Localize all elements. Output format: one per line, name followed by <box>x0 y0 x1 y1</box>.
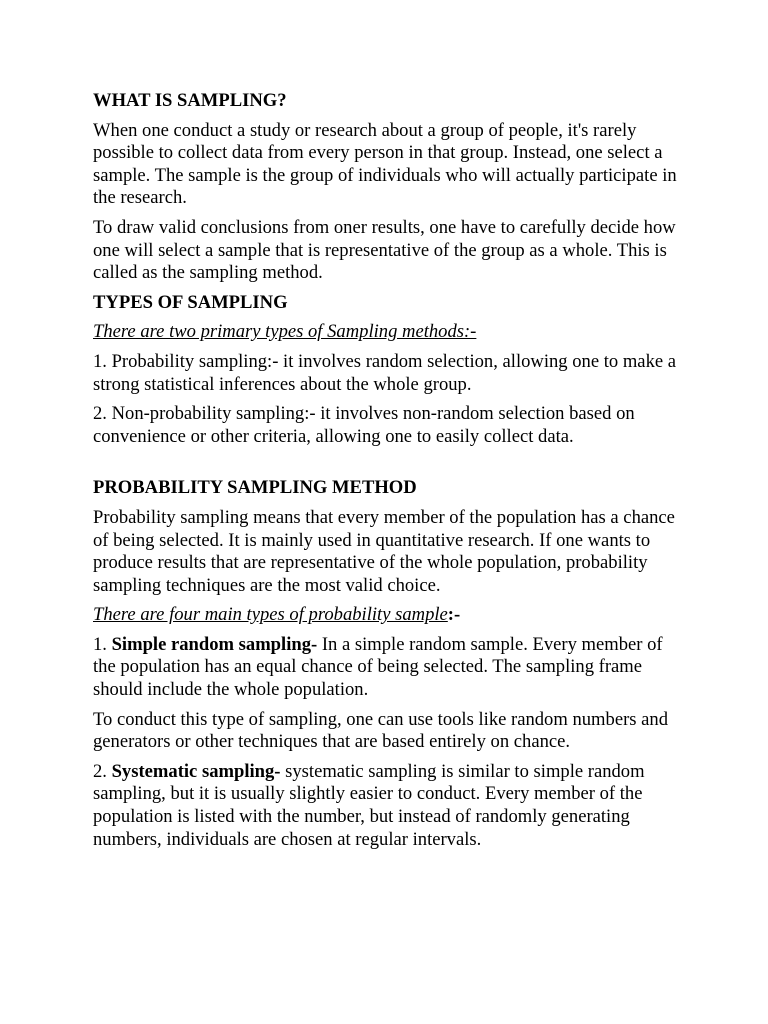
heading-probability-sampling-method: PROBABILITY SAMPLING METHOD <box>93 477 417 499</box>
term-systematic-sampling: Systematic sampling- <box>111 760 281 782</box>
paragraph-valid-conclusions: To draw valid conclusions from oner results, one have to carefully decide how one will select a sample that is representative of the group as a whole. This is called as the sampling method. <box>93 216 676 284</box>
heading-types-of-sampling: TYPES OF SAMPLING <box>93 291 288 313</box>
paragraph-conduct-sampling: To conduct this type of sampling, one can use tools like random numbers and generators or other techniques that are based entirely on chance. <box>93 708 668 753</box>
definition-simple-random-sampling: In a simple random sample. Every member of the population has an equal chance of being selected. The sampling frame should include the whole population. <box>93 633 663 701</box>
section-spacer <box>93 455 683 477</box>
list-item-probability-sampling: 1. Probability sampling:- it involves random selection, allowing one to make a strong statistical inferences about the whole group. <box>93 350 677 395</box>
term-simple-random-sampling: Simple random sampling- <box>111 633 318 655</box>
subheading-four-main-types-text: There are four main types of probability sample <box>93 604 448 626</box>
paragraph-probability-sampling: Probability sampling means that every member of the population has a chance of being selected. It is mainly used in quantitative research. If one wants to produce results that are representative of the whole population, probability sampling techniques are the most valid choice. <box>93 506 675 596</box>
document-page <box>93 90 683 858</box>
subheading-four-main-types <box>93 604 683 627</box>
list-number: 2. <box>93 760 112 782</box>
definition-systematic-sampling: systematic sampling is similar to simple random sampling, but it is usually slightly easier to conduct. Every member of the population is listed with the number, but instead of randomly generating numbers, individuals are chosen at regular intervals. <box>93 760 645 850</box>
list-item-non-probability-sampling: 2. Non-probability sampling:- it involves non-random selection based on convenience or other criteria, allowing one to easily collect data. <box>93 403 635 447</box>
list-item-simple-random-sampling <box>93 634 683 702</box>
subheading-four-main-types-suffix: :- <box>447 604 461 626</box>
heading-what-is-sampling: WHAT IS SAMPLING? <box>93 90 287 111</box>
subheading-two-primary-types: There are two primary types of Sampling methods:- <box>93 321 477 343</box>
list-number: 1. <box>93 633 112 655</box>
list-item-systematic-sampling <box>93 761 683 851</box>
paragraph-intro: When one conduct a study or research about a group of people, it's rarely possible to collect data from every person in that group. Instead, one select a sample. The sample is the group of individuals who will actually participate in the research. <box>93 119 677 209</box>
